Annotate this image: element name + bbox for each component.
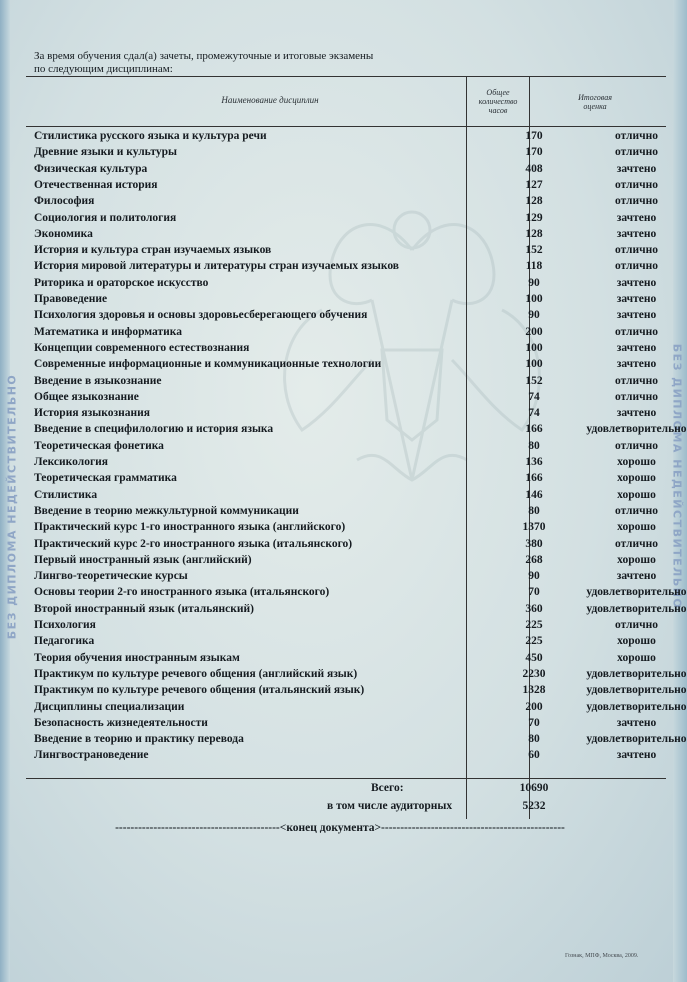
discipline-name: Стилистика русского языка и культура речи <box>34 130 267 142</box>
discipline-hours: 60 <box>528 749 540 762</box>
discipline-grade: зачтено <box>616 570 657 583</box>
intro-line-1: За время обучения сдал(а) зачеты, промежуточные и итоговые экзамены <box>34 50 374 62</box>
discipline-name: Основы теории 2-го иностранного языка (итальянского) <box>34 586 330 599</box>
discipline-hours: 170 <box>525 130 543 142</box>
discipline-hours: 136 <box>525 456 543 468</box>
discipline-hours: 450 <box>525 651 543 664</box>
discipline-hours: 100 <box>525 358 543 371</box>
table-row <box>34 374 674 390</box>
discipline-hours: 268 <box>525 553 543 566</box>
discipline-name: Теоретическая фонетика <box>34 439 164 452</box>
discipline-grade: отлично <box>615 130 658 142</box>
discipline-name: Риторика и ораторское искусство <box>34 276 209 289</box>
discipline-grade: хорошо <box>617 472 656 485</box>
discipline-hours: 408 <box>525 162 543 175</box>
discipline-name: Математика и информатика <box>34 325 182 338</box>
table-row <box>34 341 674 357</box>
discipline-hours: 225 <box>525 635 543 648</box>
discipline-grade: хорошо <box>617 521 656 534</box>
table-row <box>34 667 687 683</box>
discipline-name: Второй иностранный язык (итальянский) <box>34 602 254 615</box>
discipline-hours: 200 <box>525 325 543 338</box>
discipline-grade: хорошо <box>617 488 656 501</box>
discipline-name: Практический курс 2-го иностранного языка (итальянского) <box>34 537 353 550</box>
table-row <box>34 471 674 487</box>
table-row <box>34 227 674 243</box>
discipline-hours: 225 <box>525 619 543 631</box>
discipline-name: Социология и политология <box>34 211 177 224</box>
table-row <box>34 325 674 341</box>
discipline-grade: хорошо <box>617 635 656 648</box>
column-header-grade: Итоговая оценка <box>578 93 612 111</box>
discipline-grade: удовлетворительно <box>586 423 687 436</box>
discipline-grade: отлично <box>615 390 658 403</box>
discipline-name: История мировой литературы и литературы стран изучаемых языков <box>34 260 400 273</box>
table-row <box>34 455 674 471</box>
table-row <box>34 700 687 716</box>
discipline-hours: 80 <box>528 439 540 452</box>
table-top-rule <box>26 76 666 77</box>
table-row <box>34 145 674 161</box>
discipline-name: Правоведение <box>34 293 108 305</box>
table-row <box>34 585 687 601</box>
discipline-hours: 118 <box>525 260 543 273</box>
discipline-name: Психология <box>34 619 96 631</box>
column-header-hours: Общее количество часов <box>478 88 518 115</box>
table-row <box>34 406 674 422</box>
discipline-hours: 129 <box>525 211 543 224</box>
table-row <box>34 439 674 455</box>
table-row <box>34 520 674 536</box>
table-row <box>34 243 674 259</box>
table-row <box>34 357 674 373</box>
discipline-name: Практический курс 1-го иностранного языка (английского) <box>34 521 346 534</box>
discipline-hours: 360 <box>525 602 543 615</box>
discipline-name: Стилистика <box>34 488 98 501</box>
discipline-name: Физическая культура <box>34 162 148 175</box>
discipline-hours: 128 <box>525 227 543 240</box>
intro-text <box>34 50 454 76</box>
discipline-name: Теоретическая грамматика <box>34 472 177 485</box>
discipline-hours: 1370 <box>522 521 546 534</box>
discipline-grade: зачтено <box>616 293 657 305</box>
table-row <box>34 651 674 667</box>
discipline-hours: 90 <box>528 276 540 289</box>
table-row <box>34 683 687 699</box>
discipline-hours: 80 <box>528 504 540 517</box>
table-row <box>34 211 674 227</box>
table-row <box>34 553 674 569</box>
discipline-grade: удовлетворительно <box>586 684 687 697</box>
discipline-name: Первый иностранный язык (английский) <box>34 553 252 566</box>
table-row <box>34 618 674 634</box>
table-bottom-rule <box>26 778 666 779</box>
discipline-grade: зачтено <box>616 276 657 289</box>
discipline-hours: 70 <box>528 716 540 729</box>
table-row <box>34 292 674 308</box>
discipline-grade: зачтено <box>616 227 657 240</box>
discipline-name: Педагогика <box>34 635 95 648</box>
auditory-label: в том числе аудиторных <box>327 800 453 812</box>
table-row <box>34 194 674 210</box>
discipline-grade: отлично <box>615 374 658 387</box>
discipline-name: История языкознания <box>34 407 150 420</box>
discipline-hours: 152 <box>525 374 543 387</box>
discipline-grade: отлично <box>615 504 658 517</box>
discipline-grade: отлично <box>615 537 658 550</box>
discipline-name: Философия <box>34 195 95 208</box>
discipline-hours: 380 <box>525 537 543 550</box>
discipline-name: Лингвострановедение <box>34 749 149 762</box>
discipline-name: Введение в теорию и практику перевода <box>34 733 244 746</box>
discipline-grade: отлично <box>615 244 658 257</box>
discipline-hours: 1328 <box>522 684 546 697</box>
discipline-name: Лингво-теоретические курсы <box>34 570 188 583</box>
auditory-value: 5232 <box>522 800 546 812</box>
discipline-name: Введение в языкознание <box>34 374 162 387</box>
table-row <box>34 569 674 585</box>
table-row <box>34 129 674 145</box>
discipline-grade: удовлетворительно <box>586 586 687 599</box>
discipline-hours: 166 <box>525 423 543 436</box>
discipline-grade: зачтено <box>616 749 657 762</box>
discipline-hours: 128 <box>525 195 543 208</box>
discipline-grade: отлично <box>615 178 658 191</box>
table-row <box>34 178 674 194</box>
discipline-grade: зачтено <box>616 162 657 175</box>
discipline-hours: 74 <box>528 390 540 403</box>
table-row <box>34 162 674 178</box>
discipline-hours: 200 <box>525 700 543 713</box>
discipline-hours: 170 <box>525 146 543 159</box>
side-watermark-left: БЕЗ ДИПЛОМА НЕДЕЙСТВИТЕЛЬНО <box>5 373 19 640</box>
table-row <box>34 748 674 764</box>
discipline-grade: отлично <box>615 439 658 452</box>
table-header-rule <box>26 126 666 127</box>
discipline-hours: 127 <box>525 178 543 191</box>
discipline-hours: 70 <box>528 586 540 599</box>
discipline-hours: 100 <box>525 341 543 354</box>
discipline-name: Древние языки и культуры <box>34 146 177 159</box>
discipline-grade: удовлетворительно <box>586 667 687 680</box>
discipline-name: Дисциплины специализации <box>34 700 185 713</box>
discipline-name: Безопасность жизнедеятельности <box>34 716 208 729</box>
discipline-grade: зачтено <box>616 716 657 729</box>
discipline-grade: отлично <box>615 260 658 273</box>
discipline-grade: отлично <box>615 146 658 159</box>
column-header-name: Наименование дисциплин <box>221 95 319 105</box>
discipline-grade: хорошо <box>617 456 656 468</box>
table-row <box>34 259 674 275</box>
total-value: 10690 <box>519 782 549 794</box>
table-row <box>34 504 674 520</box>
discipline-grade: удовлетворительно <box>586 602 687 615</box>
table-row <box>34 602 687 618</box>
table-row <box>34 422 687 438</box>
end-of-document-mark: -------------------------------------------<конец документа>------------------------------------------------ <box>115 822 565 834</box>
table-row <box>34 732 687 748</box>
discipline-name: Введение в теорию межкультурной коммуникации <box>34 504 299 517</box>
discipline-grade: зачтено <box>616 358 657 371</box>
discipline-name: Психология здоровья и основы здоровьесберегающего обучения <box>34 309 368 322</box>
discipline-name: Практикум по культуре речевого общения (итальянский язык) <box>34 684 365 697</box>
discipline-grade: зачтено <box>616 211 657 224</box>
discipline-name: Общее языкознание <box>34 390 139 403</box>
discipline-hours: 146 <box>525 488 543 501</box>
table-row <box>34 276 674 292</box>
discipline-grade: хорошо <box>617 651 656 664</box>
discipline-hours: 2230 <box>522 667 546 680</box>
table-row <box>34 308 674 324</box>
discipline-grade: отлично <box>615 195 658 208</box>
discipline-grade: зачтено <box>616 341 657 354</box>
intro-line-2: по следующим дисциплинам: <box>34 63 173 75</box>
discipline-name: История и культура стран изучаемых языков <box>34 244 272 257</box>
table-row <box>34 537 674 553</box>
discipline-grade: зачтено <box>616 407 657 420</box>
printer-imprint: Гознак, МПФ, Москва, 2009. <box>565 953 639 959</box>
discipline-grade: удовлетворительно <box>586 700 687 713</box>
discipline-name: Введение в специфилологию и история языка <box>34 423 274 436</box>
side-watermark-right: БЕЗ ДИПЛОМА НЕДЕЙСТВИТЕЛЬНО <box>670 343 684 610</box>
discipline-hours: 80 <box>528 733 540 746</box>
discipline-name: Теория обучения иностранным языкам <box>34 651 240 664</box>
discipline-hours: 152 <box>525 244 543 257</box>
table-row <box>34 390 674 406</box>
discipline-hours: 100 <box>525 293 543 305</box>
discipline-hours: 166 <box>525 472 543 485</box>
discipline-name: Практикум по культуре речевого общения (английский язык) <box>34 667 358 680</box>
discipline-grade: хорошо <box>617 553 656 566</box>
table-row <box>34 716 674 732</box>
discipline-name: Концепции современного естествознания <box>34 341 250 354</box>
discipline-name: Экономика <box>34 227 93 240</box>
total-label: Всего: <box>371 782 404 794</box>
discipline-name: Отечественная история <box>34 178 158 191</box>
discipline-name: Современные информационные и коммуникационные технологии <box>34 358 382 371</box>
discipline-name: Лексикология <box>34 456 109 468</box>
discipline-hours: 74 <box>528 407 540 420</box>
discipline-hours: 90 <box>528 570 540 583</box>
table-row <box>34 634 674 650</box>
discipline-grade: зачтено <box>616 309 657 322</box>
discipline-hours: 90 <box>528 309 540 322</box>
discipline-grade: отлично <box>615 619 658 631</box>
table-row <box>34 488 674 504</box>
discipline-grade: отлично <box>615 325 658 338</box>
discipline-grade: удовлетворительно <box>586 733 687 746</box>
